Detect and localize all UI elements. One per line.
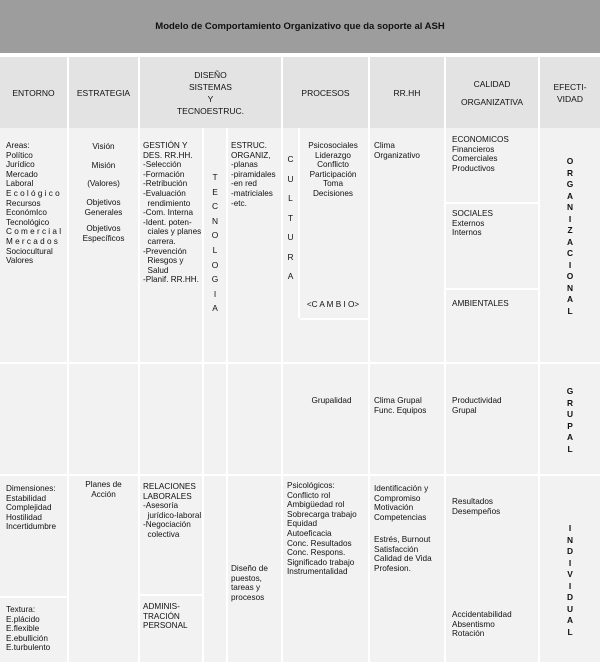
row-divider (0, 362, 600, 364)
organizacional-letter: Z (567, 225, 573, 235)
organizacional-letter: A (566, 294, 574, 304)
individual-letter: L (567, 626, 573, 637)
individual-letter: I (568, 523, 572, 533)
individual-letter: I (568, 557, 572, 568)
tecnologia-letter: O (211, 230, 219, 241)
organizacional-letter: A (566, 190, 574, 201)
organizacional-letter: O (566, 271, 574, 281)
cultura-letter: T (287, 212, 294, 223)
header-calidad (446, 57, 538, 128)
calidad-sociales: SOCIALES Externos Internos (452, 209, 493, 238)
organizacional-letter: L (567, 305, 573, 316)
individual-letter: D (566, 592, 574, 602)
tecnologia-letter: L (212, 244, 218, 255)
tecnologia-letter: I (213, 288, 217, 299)
header-procesos: PROCESOS (283, 57, 368, 128)
header-diseno-line1: DISEÑO (194, 69, 227, 80)
row-divider (140, 594, 202, 596)
calidad-divider (446, 202, 538, 204)
grupal-letter: R (566, 397, 574, 408)
diseno-administracion-personal: ADMINIS- TRACIÓN PERSONAL (143, 602, 188, 631)
tecnologia-letter: G (211, 274, 219, 285)
individual-letter: A (566, 615, 574, 625)
calidad-ambientales: AMBIENTALES (452, 299, 509, 308)
header-diseno (140, 57, 281, 128)
header-estrategia: ESTRATEGIA (69, 57, 138, 128)
tecnologia-letter: T (212, 172, 218, 182)
estrategia-mision: Misión (91, 161, 116, 170)
calidad-resultados: Resultados Desempeños (452, 497, 501, 516)
grupal-letter: U (566, 409, 574, 419)
cultura-letter: C (287, 154, 294, 164)
organizacional-letter: I (568, 213, 572, 224)
organizacional-letter: N (566, 202, 574, 212)
cultura-letter: A (287, 271, 294, 281)
diseno-puestos-tareas: Diseño de puestos, tareas y procesos (231, 564, 268, 602)
rrhh-column (370, 128, 444, 662)
header-efectividad-line2: VIDAD (557, 93, 583, 104)
entorno-textura: Textura: E.plácido E.flexible E.ebullición E.turbulento (6, 605, 51, 653)
efectividad-individual-label (540, 523, 600, 638)
estrategia-objetivos-especificos: Objetivos Específicos (82, 224, 125, 243)
organizacional-letter: G (566, 179, 574, 189)
individual-letter: I (568, 580, 572, 591)
header-entorno: ENTORNO (0, 57, 67, 128)
individual-letter: D (566, 546, 574, 556)
diseno-relaciones-laborales: RELACIONES LABORALES -Asesoría jurídico-laboral -Negociación colectiva (143, 482, 202, 539)
efectividad-organizacional-label (540, 156, 600, 317)
estrategia-planes: Planes de Acción (85, 480, 122, 499)
header-diseno-line3: Y (207, 93, 214, 104)
rrhh-clima-grupal: Clima Grupal Func. Equipos (374, 396, 427, 415)
row-divider (0, 596, 67, 598)
header-efectividad (540, 57, 600, 128)
rrhh-clima-organizativo: Clima Organizativo (374, 141, 420, 160)
calidad-accidentabilidad: Accidentabilidad Absentismo Rotación (452, 610, 512, 639)
cultura-letter: L (288, 193, 293, 203)
cultura-letter: U (287, 173, 294, 184)
entorno-areas: Areas: Político Jurídico Mercado Laboral E c o l ó g i c o Recursos EconómIco Tecnológico C o m e r c i a l M e r c a d o s Sociocultural Valores (6, 141, 62, 266)
cultura-letter: R (287, 251, 294, 262)
individual-letter: U (566, 603, 574, 614)
header-diseno-line4: TECNOESTRUC. (176, 105, 245, 116)
procesos-psicologicos: Psicológicos: Conflicto rol Ambigüedad rol Sobrecarga trabajo Equidad Autoeficacia Conc. Resultados Conc. Respons. Significado trabajo Instrumentalidad (287, 481, 357, 577)
grupal-letter: A (566, 432, 574, 442)
calidad-productividad: Productividad Grupal (452, 396, 502, 415)
header-rrhh: RR.HH (370, 57, 444, 128)
cultura-vertical-label (283, 150, 298, 287)
tecnologia-letter: E (212, 186, 218, 197)
diagram-title: Modelo de Comportamiento Organizativo que da soporte al ASH (0, 0, 600, 55)
header-efectividad-line1: EFECTI- (553, 81, 587, 92)
diseno-estruc-organiz: ESTRUC. ORGANIZ, -planas -piramidales -en red -matriciales -etc. (231, 141, 276, 208)
diseno-gestion-rrhh: GESTIÓN Y DES. RR.HH. -Selección -Formación -Retribución -Evaluación rendimiento -Com. Interna -Ident. poten- ciales y planes carrera. -Prevención Riesgos y Salud -Planif. RR.HH. (143, 141, 202, 285)
organizacional-letter: N (566, 282, 574, 293)
tecnologia-letter: O (211, 259, 219, 270)
organizacional-letter: C (566, 248, 574, 258)
header-calidad-line2: ORGANIZATIVA (460, 96, 524, 107)
cultura-divider (300, 318, 368, 320)
tecnologia-letter: A (212, 303, 218, 314)
calidad-economicos: ECONOMICOS Financieros Comerciales Productivos (452, 135, 509, 173)
estrategia-vision: Visión (92, 142, 115, 151)
individual-letter: N (566, 534, 574, 545)
tecnologia-letter: N (211, 215, 219, 226)
organizacional-letter: R (566, 167, 574, 178)
rrhh-estres: Estrés, Burnout Satisfacción Calidad de Vida Profesion. (374, 535, 432, 573)
grupal-letter: P (567, 420, 573, 431)
individual-letter: V (567, 569, 573, 579)
entorno-dimensiones: Dimensiones: Estabilidad Complejidad Hostilidad Incertidumbre (6, 484, 57, 532)
header-calidad-line1: CALIDAD (473, 78, 511, 89)
rrhh-identificacion: Identificación y Compromiso Motivación Competencias (374, 484, 429, 522)
procesos-grupalidad: Grupalidad (311, 396, 352, 405)
organizacional-letter: I (568, 259, 572, 270)
tecnologia-vertical-label (204, 170, 226, 316)
estrategia-objetivos-generales: Objetivos Generales (84, 198, 123, 217)
procesos-psicosociales: Psicosociales Liderazgo Conflicto Participación Toma Decisiones (308, 141, 358, 198)
estrategia-valores: (Valores) (87, 179, 120, 188)
procesos-cambio: <C A M B I O> (306, 300, 360, 309)
row-divider (0, 474, 600, 476)
header-diseno-line2: SISTEMAS (189, 81, 232, 92)
grupal-letter: G (566, 386, 574, 396)
efectividad-grupal-label (540, 386, 600, 455)
calidad-divider (446, 288, 538, 290)
tecnologia-letter: C (211, 201, 219, 212)
organizacional-letter: O (566, 156, 574, 166)
organizacional-letter: A (566, 236, 574, 247)
cultura-letter: U (287, 232, 294, 242)
grupal-letter: L (567, 443, 573, 454)
